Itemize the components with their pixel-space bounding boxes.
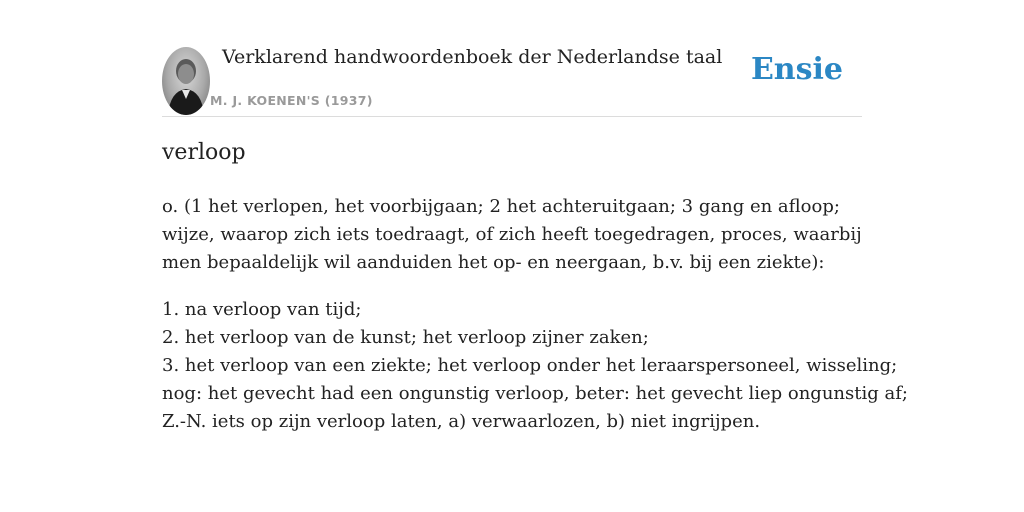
author-portrait-icon [162, 47, 210, 115]
example-line: 1. na verloop van tijd; [162, 299, 362, 320]
example-line: nog: het gevecht had een ongunstig verloop, beter: het gevecht liep ongunstig af; [162, 383, 908, 404]
ensie-logo-link[interactable]: Ensie [750, 52, 843, 87]
entry-headword: verloop [162, 140, 246, 165]
example-line: 3. het verloop van een ziekte; het verloop onder het leraarspersoneel, wisseling; [162, 355, 898, 376]
dictionary-header [162, 44, 862, 117]
example-line: Z.-N. iets op zijn verloop laten, a) verwaarlozen, b) niet ingrijpen. [162, 411, 761, 432]
book-subtitle: M. J. KOENEN'S (1937) [210, 93, 373, 108]
book-title[interactable]: Verklarend handwoordenboek der Nederlandse taal [222, 46, 723, 68]
example-line: 2. het verloop van de kunst; het verloop zijner zaken; [162, 327, 649, 348]
entry-examples [162, 296, 908, 436]
entry-definition: o. (1 het verlopen, het voorbijgaan; 2 het achteruitgaan; 3 gang en afloop; wijze, waarop zich iets toedraagt, of zich heeft toegedragen, proces, waarbij men bepaaldelijk wil aanduiden het op- en neergaan, b.v. bij een ziekte): [162, 196, 862, 273]
